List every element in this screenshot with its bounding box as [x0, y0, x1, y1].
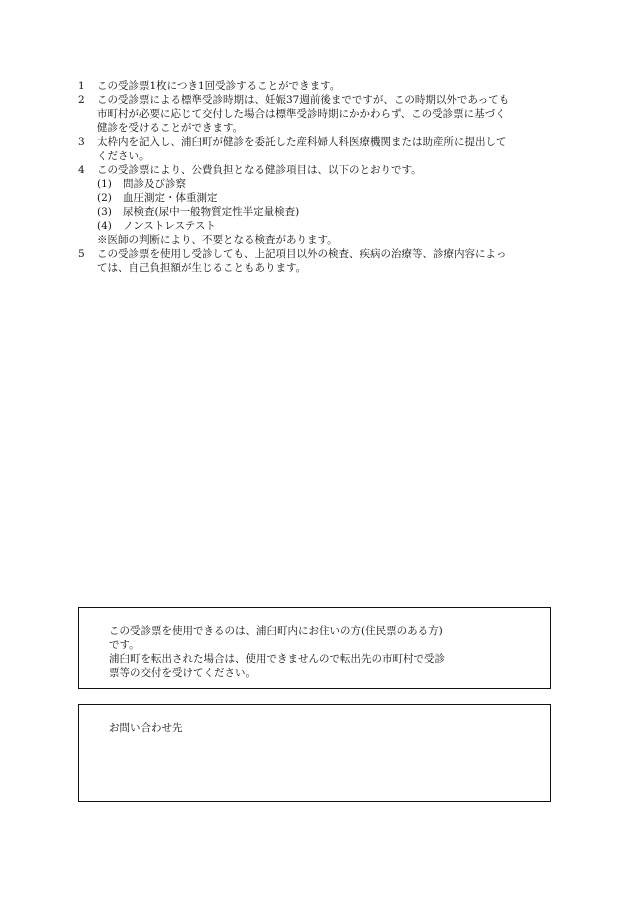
note-number: 5	[78, 248, 85, 260]
note-item	[78, 93, 558, 135]
checkup-item	[78, 205, 558, 219]
checkup-item	[78, 177, 558, 191]
checkup-item-number: (2)	[97, 192, 112, 204]
note-line: 健診を受けることができます。	[97, 122, 244, 134]
note-text	[97, 79, 558, 93]
note-line: この受診票による標準受診時期は、妊娠37週前後までですが、この時期以外であっても	[97, 94, 510, 106]
note-number: 3	[78, 136, 85, 148]
residency-notice-line: この受診票を使用できるのは、浦臼町内にお住いの方(住民票のある方)	[109, 625, 443, 637]
checkup-item-label: ノンストレステスト	[123, 220, 216, 232]
residency-notice-line: 票等の交付を受けてください。	[109, 667, 256, 679]
note-line: この受診票を使用し受診しても、上記項目以外の検査、疾病の治療等、診療内容によっ	[97, 248, 507, 260]
checkup-item-number: (3)	[97, 206, 112, 218]
residency-notice-line: 浦臼町を転出された場合は、使用できませんので転出先の市町村で受診	[109, 653, 445, 665]
checkup-item-label: 血圧測定・体重測定	[123, 192, 218, 204]
note-line: この受診票により、公費負担となる健診項目は、以下のとおりです。	[97, 164, 422, 176]
note-text	[97, 135, 558, 163]
note-text	[97, 163, 558, 177]
checkup-item-number: (1)	[97, 178, 112, 190]
note-text	[97, 247, 558, 275]
note-item	[78, 135, 558, 163]
note-number: 2	[78, 94, 85, 106]
residency-notice-box	[78, 607, 551, 689]
residency-notice-text	[109, 624, 489, 680]
checkup-item	[78, 191, 558, 205]
note-text	[97, 93, 558, 135]
checkup-item	[78, 219, 558, 233]
contact-box	[78, 704, 551, 802]
note-line: ては、自己負担額が生じることもあります。	[97, 262, 307, 274]
note-line: 市町村が必要に応じて交付した場合は標準受診時期にかかわらず、この受診票に基づく	[97, 108, 506, 120]
contact-title: お問い合わせ先	[109, 722, 183, 734]
residency-notice-line: です。	[109, 639, 140, 651]
checkup-item-label: 尿検査(尿中一般物質定性半定量検査)	[123, 206, 300, 218]
note-item	[78, 79, 558, 93]
note-line: ください。	[97, 150, 150, 162]
note-number: 1	[78, 80, 85, 92]
notes-list	[78, 79, 558, 275]
doctor-remark: ※医師の判断により、不要となる検査があります。	[97, 234, 338, 246]
checkup-item-label: 問診及び診察	[123, 178, 186, 190]
note-line: この受診票1枚につき1回受診することができます。	[97, 80, 341, 92]
checkup-item-number: (4)	[97, 220, 112, 232]
note-item	[78, 247, 558, 275]
note-line: 太枠内を記入し、浦臼町が健診を委託した産科婦人科医療機関または助産所に提出して	[97, 136, 507, 148]
note-item	[78, 163, 558, 177]
note-number: 4	[78, 164, 85, 176]
